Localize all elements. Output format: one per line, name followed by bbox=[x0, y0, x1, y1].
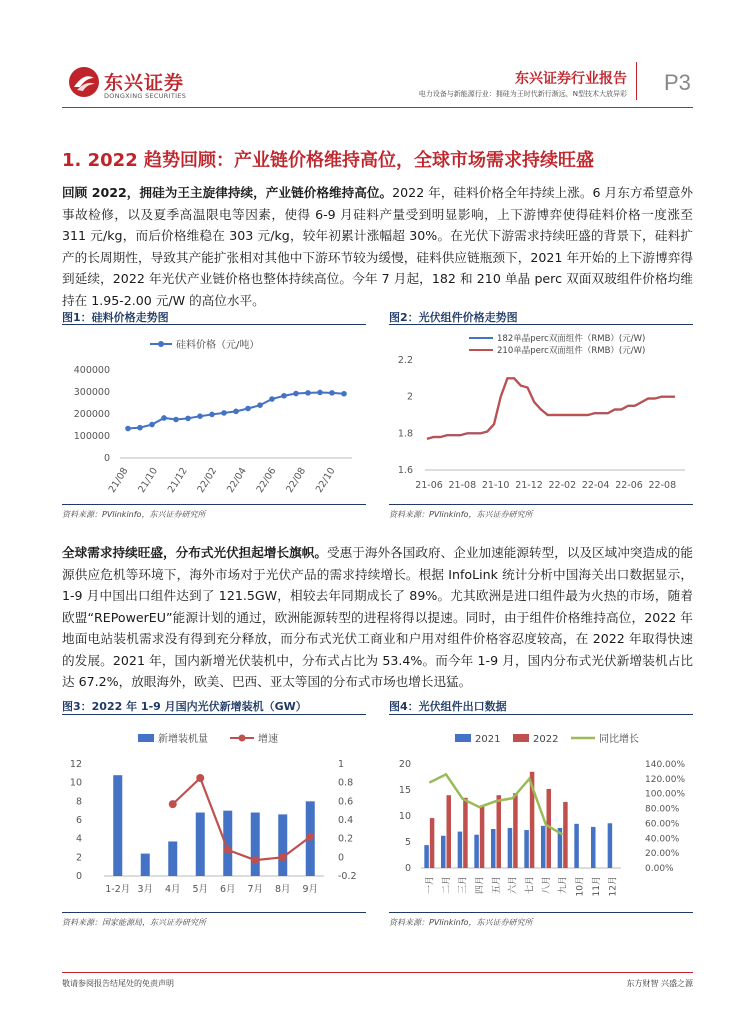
figure-2-rule bbox=[389, 324, 693, 325]
x-tick-label: 6月 bbox=[219, 884, 236, 895]
figure-1-chart bbox=[62, 328, 366, 500]
data-point bbox=[341, 391, 347, 397]
paragraph-lead: 回顾 2022，拥硅为王主旋律持续，产业链价格维持高位。 bbox=[62, 185, 393, 200]
data-point-growth bbox=[169, 800, 177, 808]
y-tick-label: 100000 bbox=[73, 431, 110, 442]
bar-2021 bbox=[574, 824, 579, 868]
data-point bbox=[233, 409, 239, 415]
bar-installations bbox=[251, 813, 260, 876]
x-tick-label: 22/06 bbox=[254, 465, 279, 495]
y-tick-label: 1.8 bbox=[397, 428, 413, 440]
x-tick-label: 七月 bbox=[525, 876, 536, 895]
x-tick-label: 21/10 bbox=[136, 465, 161, 495]
figure-3-source: 资料来源：国家能源局，东兴证券研究所 bbox=[62, 918, 206, 927]
y-tick-label-right: 120.00% bbox=[645, 774, 686, 785]
header-separator bbox=[636, 62, 637, 100]
legend-marker bbox=[158, 341, 164, 347]
y-tick-label-right: 0.8 bbox=[338, 777, 354, 789]
x-tick-label: 二月 bbox=[442, 876, 452, 895]
x-tick-label: 四月 bbox=[475, 876, 486, 895]
series-line-module-2 bbox=[427, 378, 675, 439]
x-tick-label: 五月 bbox=[492, 876, 502, 895]
data-point bbox=[317, 390, 323, 396]
y-tick-label: 0 bbox=[103, 453, 110, 464]
y-tick-label-left: 10 bbox=[398, 811, 411, 822]
y-tick-label-left: 5 bbox=[404, 837, 411, 848]
x-tick-label: 10月 bbox=[575, 876, 586, 897]
bar-2022 bbox=[497, 795, 502, 868]
x-tick-label: 21-06 bbox=[415, 480, 443, 491]
data-point bbox=[209, 412, 215, 418]
footer-disclaimer: 敬请参阅报告结尾处的免责声明 bbox=[62, 979, 174, 988]
bar-2021 bbox=[424, 845, 429, 868]
figure-4-bottom-rule bbox=[389, 912, 693, 913]
y-tick-label: 400000 bbox=[73, 365, 110, 376]
y-tick-label-right: 0.6 bbox=[338, 796, 354, 808]
y-tick-label: 1.6 bbox=[397, 465, 413, 476]
data-point bbox=[173, 417, 179, 423]
data-point-growth bbox=[279, 853, 287, 861]
y-tick-label-right: 0.4 bbox=[338, 815, 354, 826]
data-point bbox=[305, 390, 311, 396]
x-tick-label: 4月 bbox=[164, 884, 181, 895]
y-tick-label-left: 0 bbox=[75, 871, 82, 882]
data-point bbox=[269, 396, 275, 402]
x-tick-label: 六月 bbox=[508, 876, 519, 895]
header-rule bbox=[62, 107, 693, 108]
figure-1-bottom-rule bbox=[62, 504, 366, 505]
data-point bbox=[293, 391, 299, 397]
company-logo-icon bbox=[68, 66, 100, 98]
figure-1-source: 资料来源：PVlinkinfo，东兴证券研究所 bbox=[62, 510, 206, 519]
figure-2-source: 资料来源：PVlinkinfo，东兴证券研究所 bbox=[389, 510, 533, 519]
data-point bbox=[197, 413, 203, 419]
bar-2021 bbox=[541, 826, 546, 868]
data-point-growth bbox=[306, 833, 314, 841]
figure-1-caption: 图1：硅料价格走势图 bbox=[62, 311, 169, 324]
legend-marker bbox=[239, 735, 246, 742]
legend-label: 210单晶perc双面组件（RMB）(元/W) bbox=[497, 346, 646, 356]
x-tick-label: 5月 bbox=[192, 884, 209, 895]
paragraph-review-2022 bbox=[62, 182, 693, 311]
paragraph-lead: 全球需求持续旺盛，分布式光伏担起增长旗帜。 bbox=[62, 545, 328, 560]
figure-4-chart bbox=[389, 720, 693, 910]
bar-2021 bbox=[474, 835, 479, 868]
logo-name: 东兴证券 bbox=[104, 72, 185, 94]
y-tick-label-left: 8 bbox=[75, 796, 82, 808]
x-tick-label: 八月 bbox=[542, 876, 552, 895]
y-tick-label-left: 15 bbox=[398, 785, 411, 796]
series-line-growth bbox=[173, 778, 311, 860]
bar-installations bbox=[113, 775, 122, 876]
x-tick-label: 一月 bbox=[425, 876, 436, 895]
x-tick-label: 22-06 bbox=[615, 480, 643, 491]
y-tick-label: 200000 bbox=[73, 409, 110, 420]
figure-2-caption: 图2：光伏组件价格走势图 bbox=[389, 311, 518, 324]
y-tick-label-right: 80.00% bbox=[645, 804, 680, 815]
figure-4-rule bbox=[389, 714, 693, 715]
data-point bbox=[257, 402, 263, 408]
x-tick-label: 22/08 bbox=[284, 465, 309, 495]
footer-slogan: 东方财智 兴盛之源 bbox=[626, 979, 693, 988]
bar-installations bbox=[141, 854, 150, 876]
data-point bbox=[149, 422, 155, 428]
bar-2022 bbox=[563, 802, 568, 868]
x-tick-label: 3月 bbox=[137, 884, 154, 895]
y-tick-label-right: 0 bbox=[338, 852, 345, 864]
y-tick-label-left: 0 bbox=[404, 863, 411, 874]
bar-2021 bbox=[608, 823, 613, 868]
x-tick-label: 九月 bbox=[558, 876, 569, 895]
x-tick-label: 1-2月 bbox=[105, 884, 131, 895]
x-tick-label: 21/12 bbox=[165, 465, 190, 495]
y-tick-label-right: 20.00% bbox=[645, 849, 680, 860]
x-tick-label: 22/02 bbox=[195, 465, 220, 495]
bar-2022 bbox=[513, 793, 517, 868]
figure-3-chart bbox=[62, 720, 366, 910]
y-tick-label-left: 2 bbox=[75, 852, 82, 864]
legend-label: 2021 bbox=[475, 734, 501, 745]
y-tick-label-left: 12 bbox=[69, 759, 82, 770]
figure-3-bottom-rule bbox=[62, 912, 366, 913]
data-point bbox=[161, 415, 167, 421]
legend-label: 增速 bbox=[258, 734, 278, 745]
page-number: P3 bbox=[664, 70, 691, 95]
paragraph-global-demand bbox=[62, 542, 693, 693]
x-tick-label: 21-12 bbox=[515, 480, 543, 491]
y-tick-label-right: 60.00% bbox=[645, 819, 680, 830]
y-tick-label-right: 0.00% bbox=[645, 864, 674, 874]
logo-subtitle: DONGXING SECURITIES bbox=[104, 92, 187, 100]
x-tick-label: 21/08 bbox=[106, 465, 131, 495]
bar-2021 bbox=[591, 827, 596, 868]
y-tick-label-left: 20 bbox=[398, 759, 411, 770]
bar-installations bbox=[196, 813, 205, 876]
data-point bbox=[281, 393, 287, 399]
bar-2021 bbox=[458, 832, 463, 868]
x-tick-label: 22/10 bbox=[313, 465, 338, 495]
y-tick-label-right: 1 bbox=[338, 759, 345, 770]
bar-installations bbox=[278, 814, 287, 876]
x-tick-label: 22-08 bbox=[648, 480, 677, 491]
bar-2021 bbox=[491, 829, 496, 868]
y-tick-label-right: 0.2 bbox=[338, 833, 354, 845]
data-point bbox=[125, 426, 131, 432]
report-type: 东兴证券行业报告 bbox=[515, 71, 627, 87]
y-tick-label: 2.2 bbox=[397, 355, 413, 366]
series-line-module-1 bbox=[427, 378, 675, 439]
data-point bbox=[245, 406, 251, 412]
legend-label: 新增装机量 bbox=[158, 734, 208, 745]
figure-1-rule bbox=[62, 324, 366, 325]
data-point-growth bbox=[224, 846, 232, 854]
legend-label: 硅料价格（元/吨） bbox=[176, 340, 260, 351]
x-tick-label: 22/04 bbox=[225, 465, 249, 495]
figure-2-chart bbox=[389, 328, 693, 500]
data-point bbox=[329, 390, 335, 396]
y-tick-label-right: 140.00% bbox=[645, 760, 686, 770]
bar-2022 bbox=[480, 806, 485, 868]
legend-swatch bbox=[138, 734, 154, 742]
y-tick-label-right: -0.2 bbox=[338, 871, 357, 882]
paragraph-body: 受惠于海外各国政府、企业加速能源转型，以及区域冲突造成的能源供应危机等环境下，海外市场对于光伏产品的需求持续增长。根据 InfoLink 统计分析中国海关出口数据显示，1-9 月中国出口组件达到了 121.5GW，相较去年同期成长了 89%。尤其欧洲是进口组件最为火热的市场，随着欧盟“REPowerEU”能源计划的通过，欧洲能源转型的进程将得以提速。同时，由于组件价格维持高位，2022 年地面电站装机需求没有得到充分释放，而分布式光伏工商业和户用对组件价格容忍度较高，在 2022 年取得快速的发展。2021 年，国内新增光伏装机中，分布式占比为 53.4%。而今年 1-9 月，国内分布式光伏新增装机占比达 67.2%，放眼海外，欧美、巴西、亚太等国的分布式市场也增长迅猛。 bbox=[62, 545, 694, 689]
x-tick-label: 21-10 bbox=[481, 480, 510, 491]
legend-label: 2022 bbox=[533, 734, 559, 745]
y-tick-label: 300000 bbox=[73, 387, 110, 398]
figure-4-caption: 图4：光伏组件出口数据 bbox=[389, 700, 507, 713]
figure-3-caption: 图3：2022 年 1-9 月国内光伏新增装机（GW） bbox=[62, 700, 307, 713]
x-tick-label: 9月 bbox=[302, 884, 319, 895]
x-tick-label: 22-02 bbox=[548, 480, 577, 491]
bar-installations bbox=[168, 841, 177, 876]
x-tick-label: 21-08 bbox=[448, 480, 477, 491]
data-point-growth bbox=[196, 774, 204, 782]
x-tick-label: 12月 bbox=[608, 876, 619, 897]
footer-rule bbox=[62, 972, 693, 973]
y-tick-label-right: 40.00% bbox=[645, 834, 680, 845]
figure-4-source: 资料来源：PVlinkinfo，东兴证券研究所 bbox=[389, 918, 533, 927]
bar-2022 bbox=[463, 798, 468, 868]
section-title: 1. 2022 趋势回顾：产业链价格维持高位，全球市场需求持续旺盛 bbox=[62, 150, 594, 171]
x-tick-label: 7月 bbox=[247, 884, 264, 895]
paragraph-body: 2022 年，硅料价格全年持续上涨。6 月东方希望意外事故检修，以及夏季高温限电等因素，使得 6-9 月硅料产量受到明显影响，上下游博弈使得硅料价格一度涨至 311 元/kg，而后价格维稳在 303 元/kg，较年初累计涨幅超 30%。在光伏下游需求持续旺盛的背景下，硅料扩产的长周期性，导致其产能扩张相对其他中下游环节较为缓慢，硅料供应链瓶颈下，2021 年开始的上下游博弈得到延续，2022 年光伏产业链价格也整体持续高位。今年 7 月起，182 和 210 单晶 perc 双面双玻组件价格均维持在 1.95-2.00 元/W 的高位水平。 bbox=[62, 185, 693, 308]
data-point bbox=[185, 416, 191, 422]
data-point bbox=[221, 410, 227, 416]
x-tick-label: 三月 bbox=[458, 876, 469, 895]
y-tick-label-left: 10 bbox=[69, 777, 82, 789]
y-tick-label: 2 bbox=[406, 391, 413, 403]
x-tick-label: 22-04 bbox=[581, 480, 610, 491]
report-subtitle: 电力设备与新能源行业：拥硅为王时代新行渐远，N型技术大放异彩 bbox=[418, 90, 627, 98]
legend-label: 182单晶perc双面组件（RMB）(元/W) bbox=[497, 334, 646, 344]
bar-2022 bbox=[447, 795, 452, 868]
data-point bbox=[137, 425, 143, 431]
legend-swatch bbox=[513, 734, 529, 742]
x-tick-label: 8月 bbox=[274, 884, 291, 895]
legend-label: 同比增长 bbox=[599, 734, 639, 745]
y-tick-label-left: 4 bbox=[75, 833, 82, 845]
y-tick-label-right: 100.00% bbox=[645, 789, 686, 800]
bar-2021 bbox=[524, 830, 529, 868]
bar-2021 bbox=[508, 828, 513, 868]
figure-3-rule bbox=[62, 714, 366, 715]
bar-2021 bbox=[441, 836, 446, 868]
figure-2-bottom-rule bbox=[389, 504, 693, 505]
legend-swatch bbox=[455, 734, 471, 742]
bar-2022 bbox=[430, 818, 435, 868]
y-tick-label-left: 6 bbox=[75, 815, 82, 826]
data-point-growth bbox=[251, 856, 259, 864]
x-tick-label: 11月 bbox=[592, 876, 602, 897]
